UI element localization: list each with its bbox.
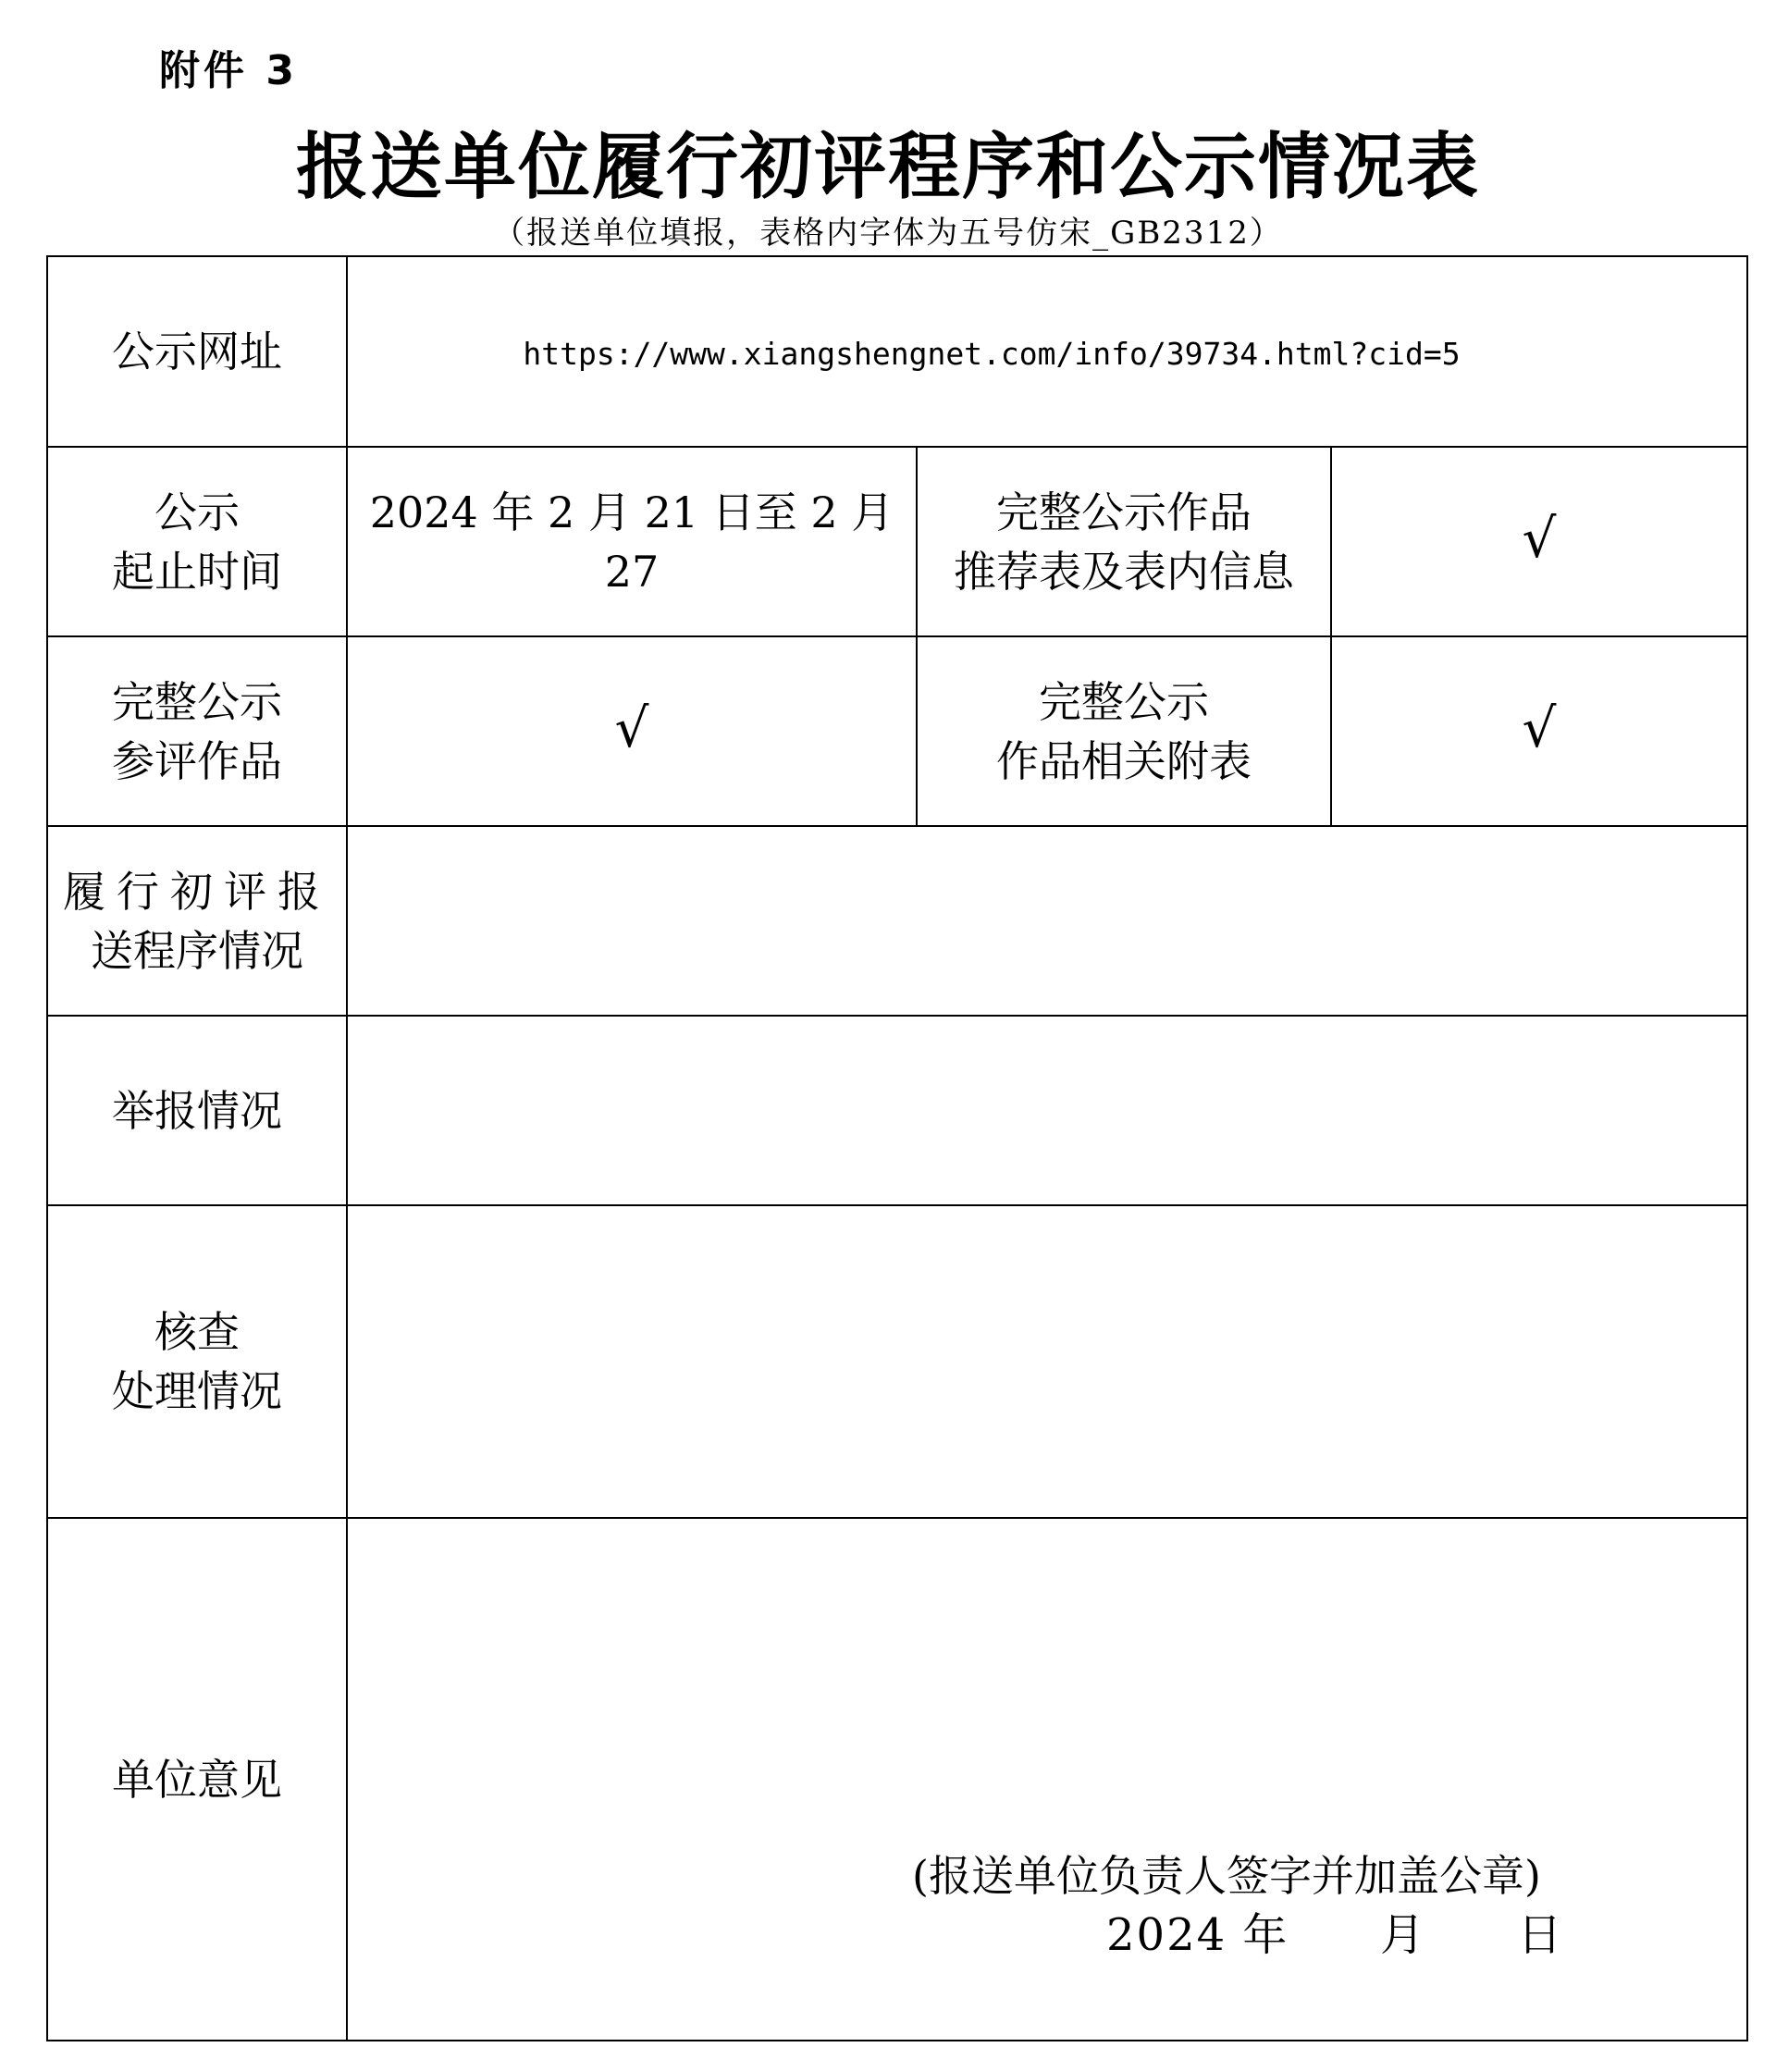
- recommend-form-check-cell: [1331, 447, 1747, 636]
- opinion-date-month: 月: [1379, 1909, 1426, 1961]
- period-value: 2024 年 2 月 21 日至 2 月 27: [347, 447, 917, 636]
- attachments-check-mark: √: [1522, 697, 1557, 759]
- works-check-mark: √: [614, 697, 649, 759]
- verify-label-line2: 处理情况: [112, 1366, 282, 1416]
- report-value: [347, 1016, 1747, 1205]
- verify-label: [47, 1205, 347, 1518]
- attachment-label: 附件 3: [159, 47, 298, 94]
- opinion-cell: [347, 1518, 1747, 2041]
- page-title: 报送单位履行初评程序和公示情况表: [295, 125, 1480, 209]
- opinion-date-year: 2024 年: [1106, 1909, 1289, 1961]
- opinion-row: [47, 1518, 1747, 2041]
- recommend-form-label: [917, 447, 1331, 636]
- signature-note: (报送单位负责人签字并加盖公章): [912, 1851, 1541, 1901]
- period-label: [47, 447, 347, 636]
- works-row: [47, 636, 1747, 826]
- url-value-cell: [347, 256, 1747, 447]
- attachments-label-line2: 作品相关附表: [996, 735, 1252, 786]
- recommend-form-check-mark: √: [1522, 507, 1557, 570]
- works-label: [47, 636, 347, 826]
- recommend-form-label-line1: 完整公示作品: [996, 487, 1252, 537]
- opinion-date: [1106, 1906, 1564, 1965]
- verify-label-line1: 核查: [154, 1307, 240, 1357]
- opinion-date-day: 日: [1517, 1909, 1564, 1961]
- works-label-line2: 参评作品: [112, 735, 282, 786]
- recommend-form-label-line2: 推荐表及表内信息: [954, 546, 1294, 597]
- report-row: [47, 1016, 1747, 1205]
- attachments-label: [917, 636, 1331, 826]
- page-subtitle: （报送单位填报，表格内字体为五号仿宋_GB2312）: [493, 215, 1283, 252]
- url-label: 公示网址: [47, 256, 347, 447]
- procedure-label: [47, 826, 347, 1016]
- procedure-label-line1: 履行初评报: [63, 866, 331, 917]
- verify-row: [47, 1205, 1747, 1518]
- attachments-check-cell: [1331, 636, 1747, 826]
- verify-value: [347, 1205, 1747, 1518]
- attachments-label-line1: 完整公示: [1039, 676, 1209, 727]
- period-label-line1: 公示: [154, 487, 240, 537]
- report-form-table: [46, 255, 1748, 2041]
- period-label-line2: 起止时间: [112, 546, 282, 597]
- procedure-label-line2: 送程序情况: [91, 925, 303, 976]
- period-row: [47, 447, 1747, 636]
- report-label: 举报情况: [47, 1016, 347, 1205]
- works-check-cell: [347, 636, 917, 826]
- procedure-value: [347, 826, 1747, 1016]
- works-label-line1: 完整公示: [112, 676, 282, 727]
- procedure-row: [47, 826, 1747, 1016]
- opinion-label: 单位意见: [47, 1518, 347, 2041]
- url-row: [47, 256, 1747, 447]
- url-value[interactable]: https://www.xiangshengnet.com/info/39734.html?cid=5: [523, 335, 1461, 372]
